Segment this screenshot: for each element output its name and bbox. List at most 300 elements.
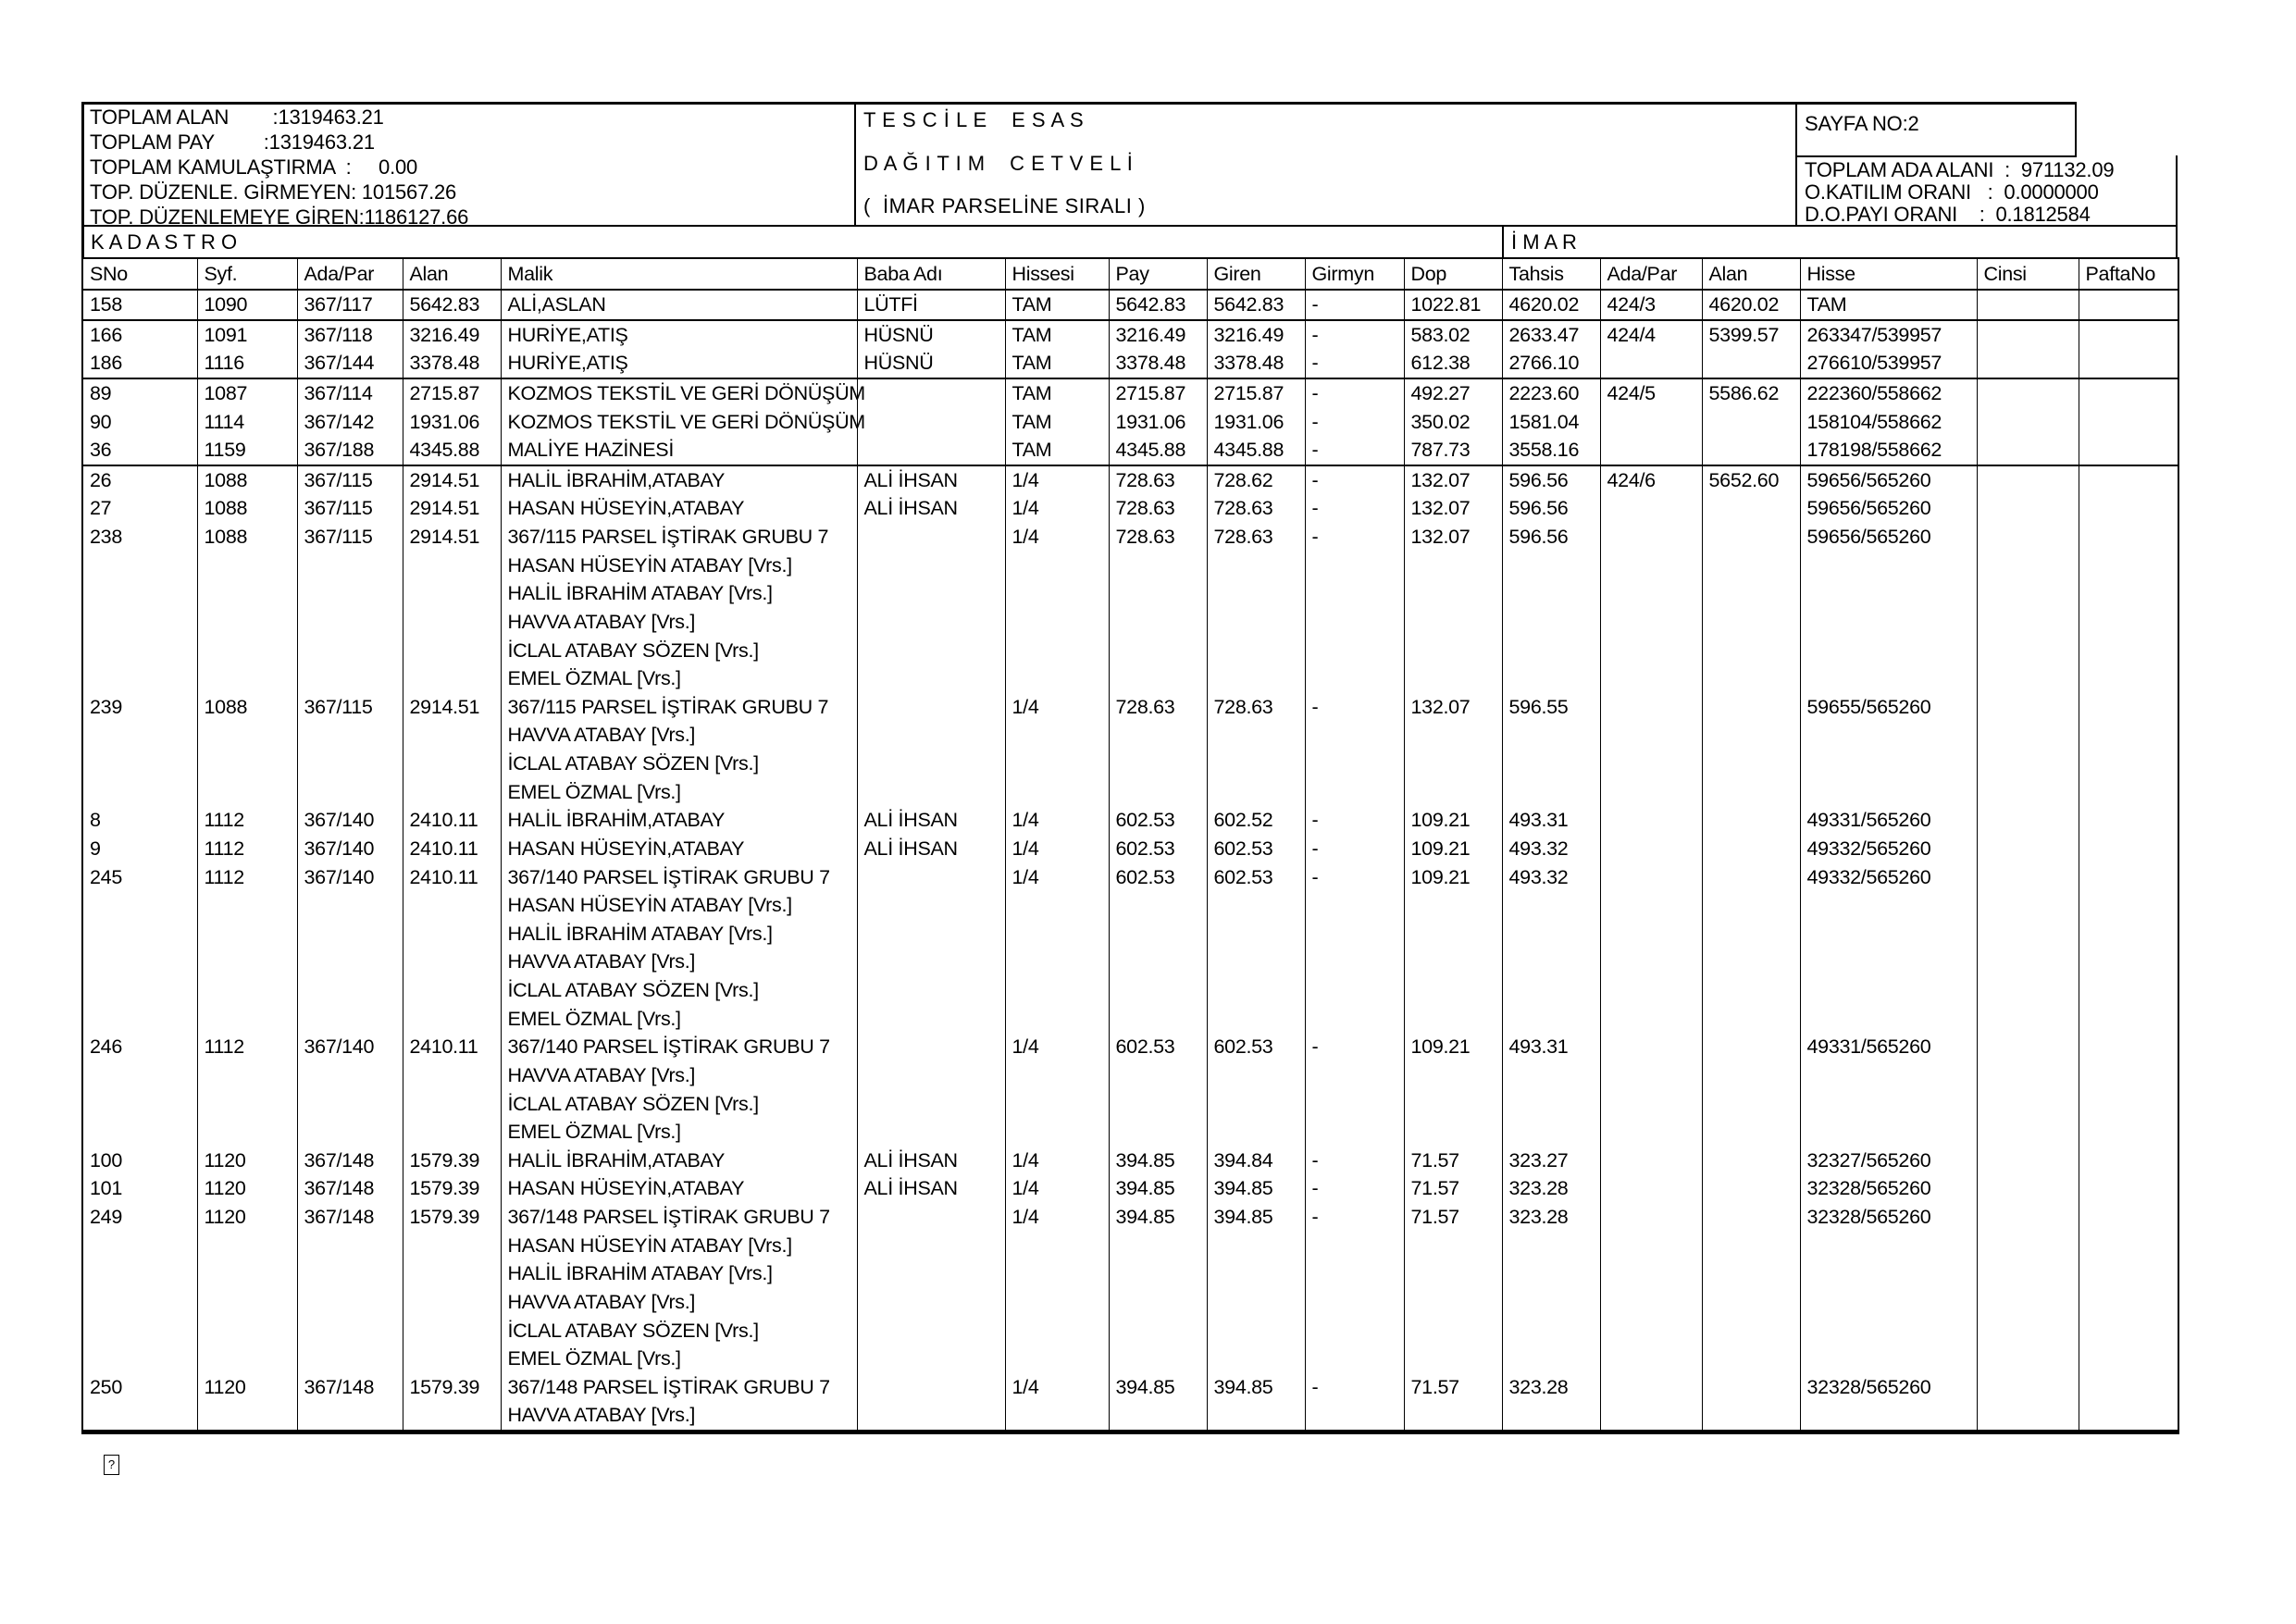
table-row-continuation (82, 552, 2178, 580)
cell-girmyn: - (1305, 436, 1404, 465)
table-head (82, 258, 2178, 290)
table-row (82, 1033, 2178, 1061)
cell-cinsi (1977, 976, 2079, 1005)
table-row (82, 523, 2178, 552)
cell-dop (1404, 948, 1502, 976)
cell-imar_ada_par (1600, 1061, 1702, 1090)
divider (81, 102, 84, 227)
cell-baba_adi (857, 436, 1005, 465)
cell-ada_par: 367/118 (297, 320, 403, 350)
table-row-continuation (82, 1345, 2178, 1373)
cell-alan (403, 552, 501, 580)
cell-imar_alan (1702, 523, 1800, 552)
cell-syf (197, 750, 297, 778)
cell-pafta_no (2079, 1033, 2178, 1061)
cell-alan (403, 750, 501, 778)
cell-girmyn (1305, 891, 1404, 920)
cell-ada_par (297, 1118, 403, 1147)
cell-alan: 2410.11 (403, 835, 501, 863)
cell-hissesi (1005, 1288, 1109, 1317)
cell-tahsis (1502, 1288, 1600, 1317)
col-header-baba_adi: Baba Adı (857, 258, 1005, 290)
cell-baba_adi (857, 408, 1005, 437)
cell-baba_adi (857, 552, 1005, 580)
table-row-continuation (82, 976, 2178, 1005)
cell-hissesi: 1/4 (1005, 1373, 1109, 1402)
cell-imar_ada_par (1600, 693, 1702, 722)
cell-girmyn: - (1305, 1203, 1404, 1232)
cell-pay: 394.85 (1109, 1174, 1207, 1203)
cell-syf: 1087 (197, 378, 297, 408)
cell-giren: 3216.49 (1207, 320, 1305, 350)
cell-pay (1109, 1005, 1207, 1034)
cell-giren: 728.63 (1207, 494, 1305, 523)
cell-syf: 1088 (197, 693, 297, 722)
cell-cinsi (1977, 1259, 2079, 1288)
cell-sno (82, 579, 197, 608)
cell-alan: 2914.51 (403, 465, 501, 495)
cell-malik: 367/115 PARSEL İŞTİRAK GRUBU 7 (501, 523, 857, 552)
cell-dop: 132.07 (1404, 494, 1502, 523)
cell-malik: HALİL İBRAHİM,ATABAY (501, 1147, 857, 1175)
cell-malik: EMEL ÖZMAL [Vrs.] (501, 1118, 857, 1147)
cell-sno: 100 (90, 1148, 122, 1172)
cell-ada_par (297, 976, 403, 1005)
header-totals-panel (90, 105, 468, 229)
cell-giren: 2715.87 (1207, 378, 1305, 408)
cell-ada_par (297, 664, 403, 693)
cell-syf: 1088 (197, 494, 297, 523)
cell-pay (1109, 1118, 1207, 1147)
cell-hissesi (1005, 1061, 1109, 1090)
cell-alan (403, 948, 501, 976)
cell-tahsis: 596.56 (1502, 465, 1600, 495)
cell-imar_ada_par: 424/6 (1600, 465, 1702, 495)
cell-malik: EMEL ÖZMAL [Vrs.] (501, 664, 857, 693)
cell-imar_ada_par (1600, 778, 1702, 807)
cell-imar_ada_par (1600, 349, 1702, 378)
cell-tahsis: 1581.04 (1502, 408, 1600, 437)
cell-tahsis (1502, 721, 1600, 750)
cell-ada_par (297, 608, 403, 637)
cell-alan: 3216.49 (403, 320, 501, 350)
cell-alan: 1579.39 (403, 1147, 501, 1175)
cell-ada_par: 367/142 (297, 408, 403, 437)
cell-tahsis: 323.28 (1502, 1174, 1600, 1203)
cell-girmyn (1305, 1232, 1404, 1260)
cell-hisse: 32328/565260 (1800, 1373, 1977, 1402)
cell-syf (197, 1118, 297, 1147)
cell-syf (197, 948, 297, 976)
table-row-continuation (82, 721, 2178, 750)
cell-ada_par (297, 948, 403, 976)
divider (1502, 227, 1504, 257)
cell-sno (82, 608, 197, 637)
cell-dop (1404, 1090, 1502, 1119)
cell-cinsi (1977, 349, 2079, 378)
cell-baba_adi: ALİ İHSAN (857, 494, 1005, 523)
cell-alan: 1579.39 (403, 1373, 501, 1402)
cell-pay (1109, 1288, 1207, 1317)
cell-syf (197, 778, 297, 807)
cell-baba_adi: LÜTFİ (857, 290, 1005, 320)
cell-ada_par: 367/115 (297, 494, 403, 523)
cell-hisse: 32328/565260 (1800, 1203, 1977, 1232)
cell-tahsis: 493.32 (1502, 863, 1600, 892)
cell-alan: 2410.11 (403, 1033, 501, 1061)
cell-syf: 1088 (197, 465, 297, 495)
cell-sno: 239 (90, 695, 122, 718)
cell-malik: İCLAL ATABAY SÖZEN [Vrs.] (501, 750, 857, 778)
cell-pafta_no (2079, 349, 2178, 378)
cell-girmyn: - (1305, 378, 1404, 408)
cell-pay (1109, 976, 1207, 1005)
cell-imar_ada_par (1600, 863, 1702, 892)
cell-hissesi (1005, 1232, 1109, 1260)
cell-tahsis (1502, 1317, 1600, 1345)
cell-imar_alan: 5399.57 (1702, 320, 1800, 350)
cell-pafta_no (2079, 579, 2178, 608)
cell-cinsi (1977, 778, 2079, 807)
cell-imar_alan (1702, 806, 1800, 835)
cell-sno (82, 721, 197, 750)
cell-pafta_no (2079, 948, 2178, 976)
cell-sno (82, 1317, 197, 1345)
cell-hissesi: 1/4 (1005, 1203, 1109, 1232)
cell-girmyn: - (1305, 465, 1404, 495)
cell-dop (1404, 721, 1502, 750)
cell-girmyn: - (1305, 494, 1404, 523)
cell-sno: 186 (90, 352, 122, 375)
total-pay: TOPLAM PAY :1319463.21 (90, 130, 375, 154)
cell-dop: 350.02 (1404, 408, 1502, 437)
cell-syf (197, 1345, 297, 1373)
cell-dop (1404, 1061, 1502, 1090)
cell-girmyn: - (1305, 1147, 1404, 1175)
col-header-malik: Malik (501, 258, 857, 290)
cell-imar_alan (1702, 552, 1800, 580)
cell-malik: HASAN HÜSEYİN ATABAY [Vrs.] (501, 1232, 857, 1260)
cell-malik: HALİL İBRAHİM ATABAY [Vrs.] (501, 1259, 857, 1288)
cell-pay (1109, 637, 1207, 665)
table-row (82, 494, 2178, 523)
cell-cinsi (1977, 378, 2079, 408)
cell-hissesi (1005, 976, 1109, 1005)
cell-giren: 3378.48 (1207, 349, 1305, 378)
cell-dop: 109.21 (1404, 1033, 1502, 1061)
cell-sno: 166 (82, 320, 197, 350)
cell-tahsis: 323.27 (1502, 1147, 1600, 1175)
cell-hisse (1800, 579, 1977, 608)
col-header-cinsi: Cinsi (1977, 258, 2079, 290)
cell-hissesi: 1/4 (1005, 494, 1109, 523)
cell-alan (403, 721, 501, 750)
cell-ada_par: 367/148 (297, 1373, 403, 1402)
cell-hissesi (1005, 608, 1109, 637)
cell-giren (1207, 891, 1305, 920)
cell-ada_par: 367/140 (297, 806, 403, 835)
cell-baba_adi (857, 1401, 1005, 1432)
cell-girmyn (1305, 1288, 1404, 1317)
cell-hissesi (1005, 1090, 1109, 1119)
table-row (82, 693, 2178, 722)
cell-hissesi (1005, 891, 1109, 920)
cell-imar_ada_par (1600, 1005, 1702, 1034)
cell-girmyn: - (1305, 863, 1404, 892)
cell-malik: HASAN HÜSEYİN,ATABAY (501, 835, 857, 863)
cell-malik: HASAN HÜSEYİN,ATABAY (501, 1174, 857, 1203)
cell-hisse (1800, 552, 1977, 580)
cell-malik: 367/140 PARSEL İŞTİRAK GRUBU 7 (501, 863, 857, 892)
cell-sno (82, 1118, 197, 1147)
cell-pay (1109, 1090, 1207, 1119)
cell-tahsis: 3558.16 (1502, 436, 1600, 465)
cell-hissesi (1005, 664, 1109, 693)
cell-imar_ada_par: 424/4 (1600, 320, 1702, 350)
cell-pay: 728.63 (1109, 494, 1207, 523)
cell-malik: HASAN HÜSEYİN,ATABAY (501, 494, 857, 523)
table-row-continuation (82, 1401, 2178, 1432)
cell-tahsis: 596.55 (1502, 693, 1600, 722)
cell-tahsis: 2766.10 (1502, 349, 1600, 378)
cell-syf (197, 891, 297, 920)
cell-girmyn (1305, 1061, 1404, 1090)
cell-cinsi (1977, 579, 2079, 608)
cell-pay (1109, 891, 1207, 920)
cell-sno (82, 948, 197, 976)
cell-girmyn (1305, 1090, 1404, 1119)
cell-sno: 89 (82, 378, 197, 408)
cell-sno (82, 1090, 197, 1119)
cell-imar_alan (1702, 778, 1800, 807)
cell-cinsi (1977, 1118, 2079, 1147)
cell-sno (82, 637, 197, 665)
cell-malik: HALİL İBRAHİM ATABAY [Vrs.] (501, 920, 857, 948)
cell-baba_adi (857, 1005, 1005, 1034)
cell-alan (403, 1317, 501, 1345)
cell-pafta_no (2079, 436, 2178, 465)
cell-imar_alan (1702, 1203, 1800, 1232)
cell-hisse: TAM (1800, 290, 1977, 320)
cell-imar_alan (1702, 408, 1800, 437)
cell-imar_ada_par (1600, 1147, 1702, 1175)
divider (2176, 155, 2178, 227)
cell-giren (1207, 721, 1305, 750)
table-row (82, 320, 2178, 350)
cell-ada_par (297, 1061, 403, 1090)
cell-alan: 1579.39 (403, 1174, 501, 1203)
cell-hisse (1800, 1061, 1977, 1090)
table-header-row (82, 258, 2178, 290)
cell-ada_par (297, 1259, 403, 1288)
cell-girmyn (1305, 778, 1404, 807)
cell-girmyn: - (1305, 693, 1404, 722)
col-header-pafta_no: PaftaNo (2079, 258, 2178, 290)
col-header-tahsis: Tahsis (1502, 258, 1600, 290)
cell-pafta_no (2079, 1373, 2178, 1402)
cell-pafta_no (2079, 778, 2178, 807)
cell-pafta_no (2079, 806, 2178, 835)
cell-girmyn (1305, 608, 1404, 637)
cell-malik: 367/148 PARSEL İŞTİRAK GRUBU 7 (501, 1373, 857, 1402)
cell-dop (1404, 778, 1502, 807)
cell-malik: HAVVA ATABAY [Vrs.] (501, 1401, 857, 1432)
cell-imar_alan (1702, 1147, 1800, 1175)
cell-imar_alan (1702, 721, 1800, 750)
cell-alan (403, 1232, 501, 1260)
cell-tahsis (1502, 1232, 1600, 1260)
cell-pafta_no (2079, 552, 2178, 580)
cell-pafta_no (2079, 1147, 2178, 1175)
cell-malik: İCLAL ATABAY SÖZEN [Vrs.] (501, 637, 857, 665)
cell-baba_adi (857, 976, 1005, 1005)
table-row-continuation (82, 608, 2178, 637)
cell-alan (403, 608, 501, 637)
cell-hisse (1800, 778, 1977, 807)
cell-giren (1207, 1005, 1305, 1034)
cell-baba_adi (857, 579, 1005, 608)
cell-baba_adi (857, 1288, 1005, 1317)
cell-tahsis: 596.56 (1502, 494, 1600, 523)
cell-hisse: 49332/565260 (1800, 863, 1977, 892)
cell-hisse: 49332/565260 (1800, 835, 1977, 863)
cell-cinsi (1977, 863, 2079, 892)
cell-imar_ada_par (1600, 1288, 1702, 1317)
cell-girmyn (1305, 721, 1404, 750)
cell-hissesi: TAM (1005, 349, 1109, 378)
cell-baba_adi: HÜSNÜ (857, 320, 1005, 350)
cell-alan: 2914.51 (403, 693, 501, 722)
cell-hisse (1800, 721, 1977, 750)
cell-cinsi (1977, 948, 2079, 976)
cell-ada_par (297, 552, 403, 580)
table-row-continuation (82, 637, 2178, 665)
cell-cinsi (1977, 806, 2079, 835)
cell-syf: 1112 (197, 806, 297, 835)
cell-girmyn: - (1305, 523, 1404, 552)
cell-dop: 132.07 (1404, 523, 1502, 552)
cell-pay: 3378.48 (1109, 349, 1207, 378)
cell-baba_adi: ALİ İHSAN (857, 465, 1005, 495)
cell-imar_ada_par (1600, 1033, 1702, 1061)
cell-imar_alan (1702, 1373, 1800, 1402)
cell-pay: 394.85 (1109, 1147, 1207, 1175)
cell-sno (82, 778, 197, 807)
cell-hisse (1800, 1232, 1977, 1260)
cell-alan: 5642.83 (403, 290, 501, 320)
cell-giren: 602.52 (1207, 806, 1305, 835)
cell-baba_adi: ALİ İHSAN (857, 835, 1005, 863)
cell-hisse (1800, 1005, 1977, 1034)
cell-girmyn (1305, 1401, 1404, 1432)
cell-sno: 158 (90, 293, 122, 316)
cell-giren (1207, 1090, 1305, 1119)
cell-malik: HAVVA ATABAY [Vrs.] (501, 1061, 857, 1090)
cell-cinsi (1977, 664, 2079, 693)
cell-baba_adi (857, 378, 1005, 408)
cell-syf (197, 1259, 297, 1288)
cell-syf (197, 664, 297, 693)
cell-syf (197, 1005, 297, 1034)
cell-girmyn (1305, 976, 1404, 1005)
cell-pafta_no (2079, 1203, 2178, 1232)
cell-syf (197, 552, 297, 580)
cell-malik: ALİ,ASLAN (501, 290, 857, 320)
cell-ada_par: 367/148 (297, 1203, 403, 1232)
table-row (82, 436, 2178, 465)
col-header-girmyn: Girmyn (1305, 258, 1404, 290)
cell-ada_par (297, 1288, 403, 1317)
cell-baba_adi (857, 778, 1005, 807)
cell-syf: 1090 (197, 290, 297, 320)
cell-imar_alan (1702, 1345, 1800, 1373)
cell-sno: 101 (90, 1177, 122, 1200)
cell-sno (82, 1345, 197, 1373)
cell-pay (1109, 721, 1207, 750)
cell-tahsis (1502, 750, 1600, 778)
cell-baba_adi (857, 608, 1005, 637)
cell-cinsi (1977, 891, 2079, 920)
table-row-continuation (82, 1288, 2178, 1317)
cell-baba_adi (857, 948, 1005, 976)
cell-syf: 1120 (197, 1174, 297, 1203)
cell-alan: 2410.11 (403, 863, 501, 892)
cell-dop (1404, 891, 1502, 920)
cell-alan (403, 778, 501, 807)
cell-hissesi (1005, 1118, 1109, 1147)
cell-baba_adi (857, 1033, 1005, 1061)
cell-imar_ada_par (1600, 494, 1702, 523)
cell-baba_adi: ALİ İHSAN (857, 1174, 1005, 1203)
cell-hissesi (1005, 1005, 1109, 1034)
cell-girmyn (1305, 920, 1404, 948)
cell-malik: İCLAL ATABAY SÖZEN [Vrs.] (501, 1317, 857, 1345)
cell-pafta_no (2079, 1232, 2178, 1260)
cell-pay: 394.85 (1109, 1373, 1207, 1402)
cell-cinsi (1977, 523, 2079, 552)
stray-glyph: ? (104, 1455, 119, 1475)
cell-cinsi (1977, 1147, 2079, 1175)
section-label-kadastro: K A D A S T R O (91, 230, 238, 254)
cell-pafta_no (2079, 523, 2178, 552)
cell-pafta_no (2079, 378, 2178, 408)
cell-sno: 9 (90, 837, 101, 860)
cell-tahsis: 493.31 (1502, 1033, 1600, 1061)
col-header-hisse: Hisse (1800, 258, 1977, 290)
cell-ada_par: 367/140 (297, 863, 403, 892)
cell-pay: 728.63 (1109, 523, 1207, 552)
cell-tahsis: 2633.47 (1502, 320, 1600, 350)
cell-syf: 1120 (197, 1147, 297, 1175)
cell-hisse: 59655/565260 (1800, 693, 1977, 722)
cell-baba_adi (857, 1259, 1005, 1288)
cell-ada_par (297, 1232, 403, 1260)
cell-alan (403, 891, 501, 920)
table-row (82, 863, 2178, 892)
cell-dop: 109.21 (1404, 806, 1502, 835)
cell-baba_adi (857, 1203, 1005, 1232)
cell-cinsi (1977, 637, 2079, 665)
cell-imar_ada_par (1600, 552, 1702, 580)
cell-cinsi (1977, 320, 2079, 350)
cell-sno (82, 1232, 197, 1260)
cell-imar_ada_par (1600, 750, 1702, 778)
divider (2176, 227, 2178, 257)
cell-giren: 394.85 (1207, 1203, 1305, 1232)
cell-cinsi (1977, 1174, 2079, 1203)
cell-sno: 26 (82, 465, 197, 495)
cell-sno (82, 1288, 197, 1317)
